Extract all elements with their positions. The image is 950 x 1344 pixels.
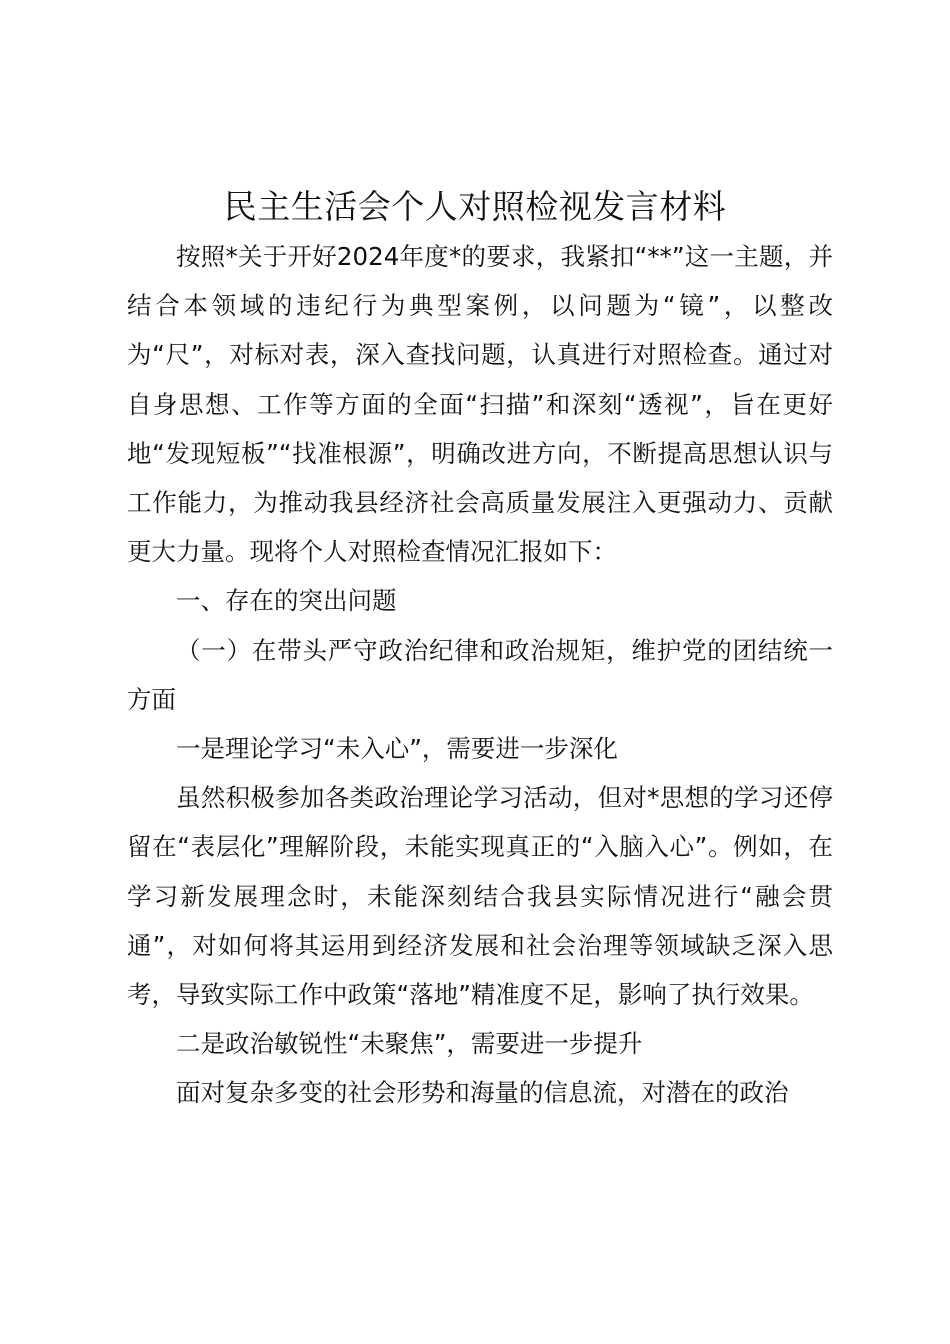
intro-paragraph: 按照*关于开好2024年度*的要求，我紧扣“**”这一主题，并结合本领域的违纪行为典型案例，以问题为“镜”，以整改为“尺”，对标对表，深入查找问题，认真进行对照检查。通过对自身思想、工作等方面的全面“扫描”和深刻“透视”，旨在更好地“发现短板”“找准根源”，明确改进方向，不断提高思想认识与工作能力，为推动我县经济社会高质量发展注入更强动力、贡献更大力量。现将个人对照检查情况汇报如下： [127,242,833,567]
point-body-1: 虽然积极参加各类政治理论学习活动，但对*思想的学习还停留在“表层化”理解阶段，未能实现真正的“入脑入心”。例如，在学习新发展理念时，未能深刻结合我县实际情况进行“融会贯通”，对如何将其运用到经济发展和社会治理等领域缺乏深入思考，导致实际工作中政策“落地”精准度不足，影响了执行效果。 [127,783,833,1010]
point-heading-1: 一是理论学习“未入心”，需要进一步深化 [176,734,618,764]
point-heading-2: 二是政治敏锐性“未聚焦”，需要进一步提升 [176,1029,643,1059]
document-body [127,232,833,1118]
document-title: 民主生活会个人对照检视发言材料 [223,187,727,226]
subsection-heading-1: （一）在带头严守政治纪律和政治规矩，维护党的团结统一方面 [127,635,833,714]
section-heading-problems: 一、存在的突出问题 [176,586,397,616]
point-body-2: 面对复杂多变的社会形势和海量的信息流，对潜在的政治 [176,1078,789,1108]
